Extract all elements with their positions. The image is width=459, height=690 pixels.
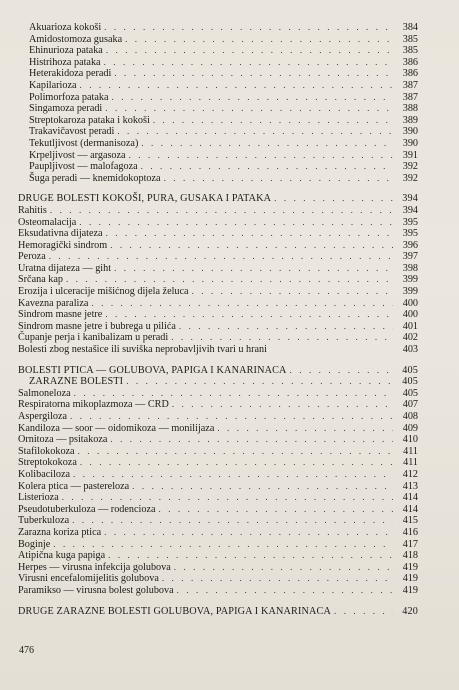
entry-page-number: 387 <box>402 91 418 103</box>
entry-title: Kandiloza — soor — oidomikoza — monilijaza <box>18 422 215 434</box>
dot-leader <box>105 103 393 115</box>
toc-entry <box>18 68 418 80</box>
dot-leader <box>126 376 393 388</box>
toc-entry <box>18 585 418 597</box>
toc-entry <box>18 469 418 481</box>
toc-entry <box>18 411 418 423</box>
entry-title: Singamoza peradi <box>29 103 103 115</box>
dot-leader <box>62 492 393 504</box>
entry-page-number: 400 <box>402 309 418 321</box>
entry-title: Salmoneloza <box>18 387 71 399</box>
entry-title: Polimorfoza pataka <box>29 91 109 103</box>
dot-leader <box>177 585 393 597</box>
entry-title: Kolera ptica — pastereloza <box>18 480 130 492</box>
entry-page-number: 394 <box>402 193 418 205</box>
section-gap <box>18 597 418 606</box>
dot-leader <box>108 550 393 562</box>
dot-leader <box>217 423 393 435</box>
entry-page-number: 415 <box>402 515 418 527</box>
entry-title: Čupanje perja i kanibalizam u peradi <box>18 332 169 344</box>
entry-page-number: 400 <box>402 297 418 309</box>
entry-title: Srčana kap <box>18 274 63 286</box>
entry-title: Sindrom masne jetre <box>18 309 103 321</box>
entry-title: Histrihoza pataka <box>29 56 101 68</box>
entry-title: Paramikso — virusna bolest golubova <box>18 584 174 596</box>
toc-entry <box>18 332 418 344</box>
entry-page-number: 391 <box>402 149 418 161</box>
entry-title: Rahitis <box>18 204 47 216</box>
toc-entry <box>18 126 418 138</box>
dot-leader <box>66 274 393 286</box>
dot-leader <box>50 205 393 217</box>
toc-entry <box>18 173 418 185</box>
section-gap <box>18 356 418 365</box>
entry-page-number: 419 <box>402 584 418 596</box>
entry-page-number: 395 <box>402 216 418 228</box>
toc-entry <box>18 481 418 493</box>
entry-title: Aspergiloza <box>18 411 68 422</box>
dot-leader <box>74 388 393 400</box>
toc-entry <box>18 446 418 458</box>
entry-title: Ehinurioza pataka <box>29 45 103 57</box>
dot-leader <box>112 92 394 104</box>
entry-title: Heterakidoza peradi <box>29 68 112 80</box>
dot-leader <box>141 138 393 150</box>
page-number: 476 <box>19 645 34 656</box>
entry-title: Peroza <box>18 251 46 263</box>
entry-title: Respiratorna mikoplazmoza — CRD <box>18 399 169 411</box>
dot-leader <box>141 161 393 173</box>
entry-title: Uratna dijateza — giht <box>18 262 112 274</box>
entry-title: Bolesti zbog nestašice ili suviška neprobavljivih tvari u hrani <box>18 344 267 356</box>
entry-page-number: 412 <box>402 468 418 480</box>
dot-leader <box>164 173 393 185</box>
entry-title: Hemoragički sindrom <box>18 239 108 251</box>
dot-leader <box>72 515 393 527</box>
entry-page-number: 401 <box>402 320 418 332</box>
entry-page-number: 419 <box>402 561 418 573</box>
toc-heading <box>18 376 418 388</box>
dot-leader <box>79 217 393 229</box>
dot-leader <box>105 309 393 321</box>
dot-leader <box>125 34 393 46</box>
dot-leader <box>104 57 393 69</box>
entry-page-number: 409 <box>402 422 418 434</box>
entry-title: Kapilarioza <box>29 79 77 91</box>
entry-page-number: 411 <box>403 445 418 457</box>
entry-page-number: 414 <box>402 492 418 504</box>
entry-title: Ornitoza — psitakoza <box>18 434 108 446</box>
entry-title: Tekutljivost (dermanisoza) <box>29 137 139 149</box>
entry-title: Stafilokokoza <box>18 445 75 457</box>
entry-page-number: 392 <box>402 172 418 184</box>
toc-section <box>18 365 418 597</box>
entry-title: Paupljivost — malofagoza <box>29 161 138 173</box>
entry-page-number: 395 <box>402 228 418 240</box>
toc-entry <box>18 344 418 356</box>
dot-leader <box>114 263 393 275</box>
entry-title: Akuarioza kokoši <box>29 22 102 33</box>
toc-entry <box>18 80 418 92</box>
dot-leader <box>171 332 393 344</box>
toc-heading <box>18 606 418 618</box>
entry-title: Amidostomoza gusaka <box>29 33 123 45</box>
toc-section <box>18 193 418 355</box>
dot-leader <box>334 606 393 618</box>
dot-leader <box>117 126 393 138</box>
toc-entry <box>18 492 418 504</box>
toc-entry <box>18 115 418 127</box>
toc-entry <box>18 550 418 562</box>
toc-heading <box>18 365 418 377</box>
toc-entry <box>18 423 418 435</box>
entry-page-number: 394 <box>402 204 418 216</box>
entry-title: Eksudativna dijateza <box>18 228 103 240</box>
toc-entry <box>18 457 418 469</box>
toc-entry <box>18 309 418 321</box>
entry-title: Tuberkuloza <box>18 515 70 527</box>
toc-entry <box>18 286 418 298</box>
dot-leader <box>179 321 393 333</box>
dot-leader <box>129 150 393 162</box>
toc-entry <box>18 504 418 516</box>
toc-entry <box>18 150 418 162</box>
dot-leader <box>114 68 393 80</box>
entry-title: Kavezna paraliza <box>18 297 89 309</box>
dot-leader <box>53 539 393 551</box>
toc-entry <box>18 539 418 551</box>
dot-leader <box>106 45 393 57</box>
entry-page-number: 414 <box>402 503 418 515</box>
entry-title: Kolibaciloza <box>18 468 71 480</box>
dot-leader <box>110 434 393 446</box>
toc-entry <box>18 298 418 310</box>
entry-title: Šuga peradi — knemidokoptoza <box>29 172 161 184</box>
dot-leader <box>73 469 393 481</box>
toc-entry <box>18 138 418 150</box>
entry-title: Erozija i ulceracije mišićnog dijela želuca <box>18 286 189 298</box>
dot-leader <box>80 80 393 92</box>
entry-page-number: 418 <box>402 550 418 562</box>
entry-page-number: 398 <box>402 262 418 274</box>
entry-title: Virusni encefalomijelitis golubova <box>18 573 159 585</box>
entry-title: Atipična kuga papiga <box>18 550 106 562</box>
entry-title: Boginje <box>18 538 51 550</box>
dot-leader <box>104 527 393 539</box>
entry-title: Herpes — virusna infekcija golubova <box>18 561 171 573</box>
toc-entry <box>18 240 418 252</box>
toc-entry <box>18 434 418 446</box>
toc-entry <box>18 321 418 333</box>
entry-page-number: 420 <box>402 605 418 617</box>
entry-page-number: 413 <box>402 480 418 492</box>
entry-page-number: 385 <box>402 45 418 57</box>
entry-page-number: 416 <box>402 526 418 538</box>
entry-page-number: 419 <box>402 573 418 585</box>
toc-section <box>18 606 418 618</box>
entry-title: Osteomalacija <box>18 216 77 228</box>
entry-page-number: 384 <box>402 22 418 33</box>
toc-entry <box>18 217 418 229</box>
toc-section <box>18 22 418 184</box>
entry-title: BOLESTI PTICA — GOLUBOVA, PAPIGA I KANARINACA <box>18 364 287 376</box>
entry-title: DRUGE BOLESTI KOKOŠI, PURA, GUSAKA I PATAKA <box>18 193 272 205</box>
entry-page-number: 387 <box>402 79 418 91</box>
entry-page-number: 405 <box>402 376 418 388</box>
toc-entry <box>18 527 418 539</box>
toc-entry <box>18 103 418 115</box>
dot-leader <box>78 446 393 458</box>
toc-entry <box>18 515 418 527</box>
entry-title: Listerioza <box>18 492 59 504</box>
toc-entry <box>18 388 418 400</box>
toc-entry <box>18 22 418 34</box>
dot-leader <box>106 228 393 240</box>
entry-page-number: 405 <box>402 387 418 399</box>
toc-entry <box>18 228 418 240</box>
toc-entry <box>18 573 418 585</box>
toc-entry <box>18 57 418 69</box>
dot-leader <box>290 365 393 377</box>
entry-page-number: 403 <box>402 344 418 356</box>
entry-title: Pseudotuberkuloza — rodencioza <box>18 503 156 515</box>
dot-leader <box>91 298 393 310</box>
dot-leader <box>110 240 393 252</box>
toc-entry <box>18 274 418 286</box>
entry-title: Trakavičavost peradi <box>29 126 115 138</box>
dot-leader <box>159 504 394 516</box>
entry-page-number: 390 <box>402 126 418 138</box>
dot-leader <box>274 193 393 205</box>
toc-entry <box>18 205 418 217</box>
toc-entry <box>18 34 418 46</box>
entry-page-number: 389 <box>402 114 418 126</box>
entry-title: Sindrom masne jetre i bubrega u pilića <box>18 320 176 332</box>
entry-page-number: 402 <box>402 332 418 344</box>
entry-page-number: 386 <box>402 56 418 68</box>
dot-leader <box>172 399 393 411</box>
dot-leader <box>80 457 393 469</box>
toc-entry <box>18 399 418 411</box>
table-of-contents <box>18 22 418 617</box>
entry-title: Zarazna koriza ptica <box>18 526 102 538</box>
entry-page-number: 396 <box>402 239 418 251</box>
entry-title: Streptokokoza <box>18 457 77 469</box>
toc-entry <box>18 263 418 275</box>
entry-title: DRUGE ZARAZNE BOLESTI GOLUBOVA, PAPIGA I KANARINACA <box>18 605 331 617</box>
dot-leader <box>162 573 393 585</box>
toc-entry <box>18 562 418 574</box>
toc-heading <box>18 193 418 205</box>
dot-leader <box>192 286 393 298</box>
entry-page-number: 390 <box>402 137 418 149</box>
entry-title: Krpeljivost — argasoza <box>29 149 126 161</box>
dot-leader <box>132 481 393 493</box>
entry-title: ZARAZNE BOLESTI <box>29 376 124 388</box>
toc-entry <box>18 161 418 173</box>
dot-leader <box>174 562 393 574</box>
section-gap <box>18 184 418 193</box>
entry-page-number: 417 <box>402 538 418 550</box>
entry-page-number: 411 <box>403 457 418 469</box>
entry-page-number: 399 <box>402 274 418 286</box>
dot-leader <box>70 411 393 423</box>
entry-page-number: 385 <box>402 33 418 45</box>
entry-page-number: 399 <box>402 286 418 298</box>
entry-page-number: 397 <box>402 251 418 263</box>
toc-entry <box>18 45 418 57</box>
toc-entry <box>18 251 418 263</box>
entry-page-number: 407 <box>402 399 418 411</box>
entry-page-number: 410 <box>402 434 418 446</box>
entry-page-number: 405 <box>402 364 418 376</box>
entry-page-number: 408 <box>402 411 418 422</box>
toc-entry <box>18 92 418 104</box>
entry-page-number: 392 <box>402 161 418 173</box>
dot-leader <box>49 251 393 263</box>
dot-leader <box>153 115 393 127</box>
dot-leader <box>104 22 393 34</box>
entry-title: Streptokaroza pataka i kokoši <box>29 114 150 126</box>
entry-page-number: 386 <box>402 68 418 80</box>
entry-page-number: 388 <box>402 103 418 115</box>
